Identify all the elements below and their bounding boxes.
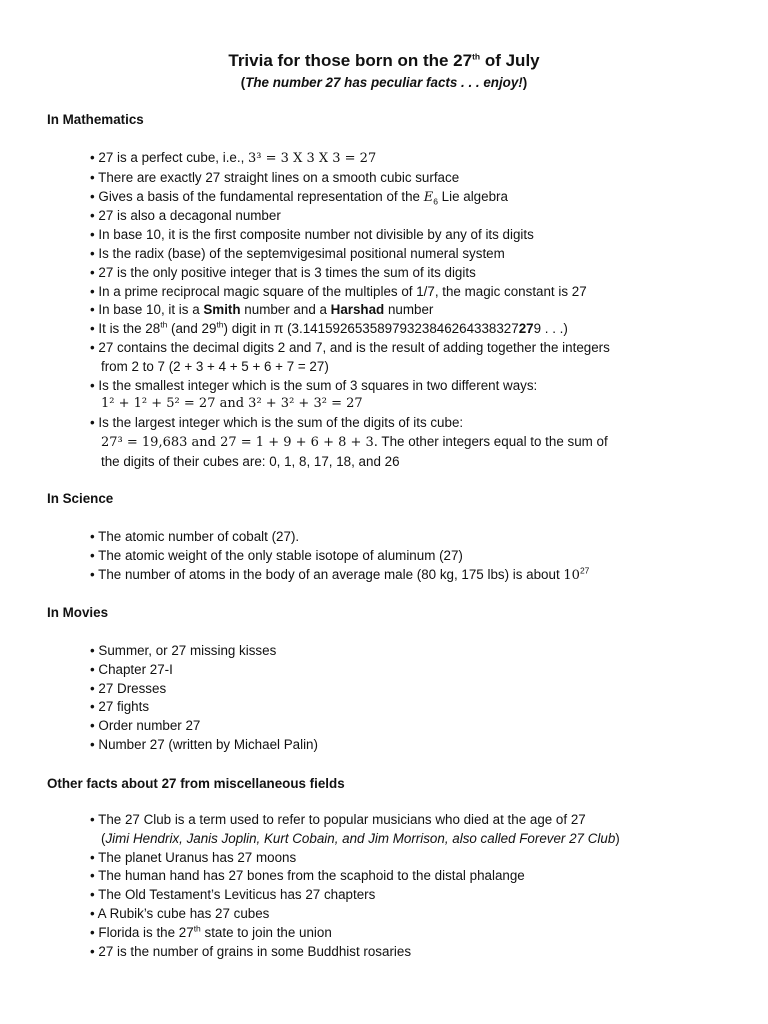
list-item: • 27 is also a decagonal number <box>90 208 281 224</box>
section-heading-movies: In Movies <box>47 605 109 620</box>
science-list <box>90 528 650 585</box>
item-text: 9 . . .) <box>533 321 568 337</box>
item-text: • 27 is a perfect cube, i.e., <box>90 150 249 165</box>
list-item: • Summer, or 27 missing kisses <box>90 643 277 658</box>
movies-list <box>90 642 650 755</box>
list-item: • The Old Testament’s Leviticus has 27 chapters <box>90 887 376 903</box>
list-item <box>90 924 650 943</box>
list-item: • There are exactly 27 straight lines on a smooth cubic surface <box>90 169 460 185</box>
list-item <box>90 339 650 377</box>
atoms-base: 10 <box>563 567 580 583</box>
lie-symbol: E <box>423 189 434 205</box>
item-text: • It is the 28 <box>90 321 161 337</box>
list-item: • 27 Dresses <box>90 680 167 696</box>
section-heading-science: In Science <box>47 491 114 506</box>
item-text: number <box>384 302 434 318</box>
list-item: • 27 is the number of grains in some Buddhist rosaries <box>90 943 412 959</box>
paren: ( <box>101 830 106 846</box>
item-text: Lie algebra <box>437 188 508 204</box>
list-item: • Number 27 (written by Michael Palin) <box>90 736 318 752</box>
item-text: (and 29 <box>167 321 217 337</box>
list-item: • The atomic number of cobalt (27). <box>90 529 300 544</box>
item-text: • Is the largest integer which is the sum of the digits of its cube: <box>90 415 464 431</box>
item-text: state to join the union <box>200 924 332 940</box>
list-item: • Order number 27 <box>90 718 201 734</box>
item-text: The other integers equal to the sum of <box>377 433 608 449</box>
list-item: • The atomic weight of the only stable isotope of aluminum (27) <box>90 547 463 563</box>
list-item <box>90 377 650 415</box>
list-item <box>90 566 650 586</box>
subtitle-text: The number 27 has peculiar facts . . . enjoy! <box>245 75 523 90</box>
list-item: • 27 fights <box>90 699 150 715</box>
cube-equation: 3³ = 3 X 3 X 3 = 27 <box>248 151 377 166</box>
list-item <box>90 188 650 208</box>
superscript: th <box>193 923 201 934</box>
list-item: • The planet Uranus has 27 moons <box>90 849 297 865</box>
page-subtitle <box>0 74 768 93</box>
item-continuation: the digits of their cubes are: 0, 1, 8, 17, 18, and 26 <box>101 453 400 469</box>
item-continuation: from 2 to 7 (2 + 3 + 4 + 5 + 6 + 7 = 27) <box>101 358 329 374</box>
list-item: • In a prime reciprocal magic square of the multiples of 1/7, the magic constant is 27 <box>90 283 587 299</box>
list-item <box>90 811 650 849</box>
superscript: th <box>216 319 224 330</box>
list-item: • 27 is the only positive integer that is 3 times the sum of its digits <box>90 264 476 280</box>
list-item: • In base 10, it is the first composite number not divisible by any of its digits <box>90 227 534 243</box>
title-superscript: th <box>472 51 481 62</box>
list-item: • The human hand has 27 bones from the scaphoid to the distal phalange <box>90 868 525 884</box>
list-item <box>90 414 650 471</box>
title-text: Trivia for those born on the 27 <box>228 51 473 70</box>
list-item: • Chapter 27-I <box>90 661 173 677</box>
item-text: • Is the smallest integer which is the sum of 3 squares in two different ways: <box>90 377 538 393</box>
list-item <box>90 301 650 320</box>
superscript: th <box>160 319 168 330</box>
item-text: • The number of atoms in the body of an average male (80 kg, 175 lbs) is about <box>90 566 564 582</box>
item-text: • 27 contains the decimal digits 2 and 7, and is the result of adding together the integers <box>90 339 610 355</box>
list-item <box>90 149 650 169</box>
list-item <box>90 320 650 339</box>
section-heading-mathematics: In Mathematics <box>47 112 144 127</box>
subtitle-close: ) <box>522 75 528 90</box>
smith-term: Smith <box>203 302 241 318</box>
paren: ) <box>615 830 620 846</box>
harshad-term: Harshad <box>330 302 385 318</box>
atoms-exponent: 27 <box>579 565 590 576</box>
item-text: • The 27 Club is a term used to refer to popular musicians who died at the age of 27 <box>90 812 586 827</box>
list-item: • Is the radix (base) of the septemvigesimal positional numeral system <box>90 245 505 261</box>
page-title <box>0 50 768 72</box>
pi-digits-bold: 27 <box>518 321 534 337</box>
item-text: number and a <box>240 302 331 318</box>
pi-digits: ) digit in π (3.14159265358979323846264338327 <box>223 321 519 337</box>
section-heading-other: Other facts about 27 from miscellaneous fields <box>47 776 345 791</box>
title-suffix: of July <box>480 51 540 70</box>
club-members: Jimi Hendrix, Janis Joplin, Kurt Cobain, and Jim Morrison, also called Forever 27 Club <box>105 830 616 846</box>
item-text: • Gives a basis of the fundamental representation of the <box>90 188 424 204</box>
list-item: • A Rubik’s cube has 27 cubes <box>90 905 270 921</box>
squares-equation: 1² + 1² + 5² = 27 and 3² + 3² + 3² = 27 <box>101 396 363 412</box>
other-list <box>90 811 650 961</box>
item-text: • Florida is the 27 <box>90 924 194 940</box>
mathematics-list <box>90 149 650 472</box>
lie-subscript: 6 <box>433 196 438 207</box>
subtitle-open: ( <box>240 75 246 90</box>
item-text: • In base 10, it is a <box>90 302 204 318</box>
cube-digits-equation: 27³ = 19,683 and 27 = 1 + 9 + 6 + 8 + 3. <box>101 434 378 450</box>
